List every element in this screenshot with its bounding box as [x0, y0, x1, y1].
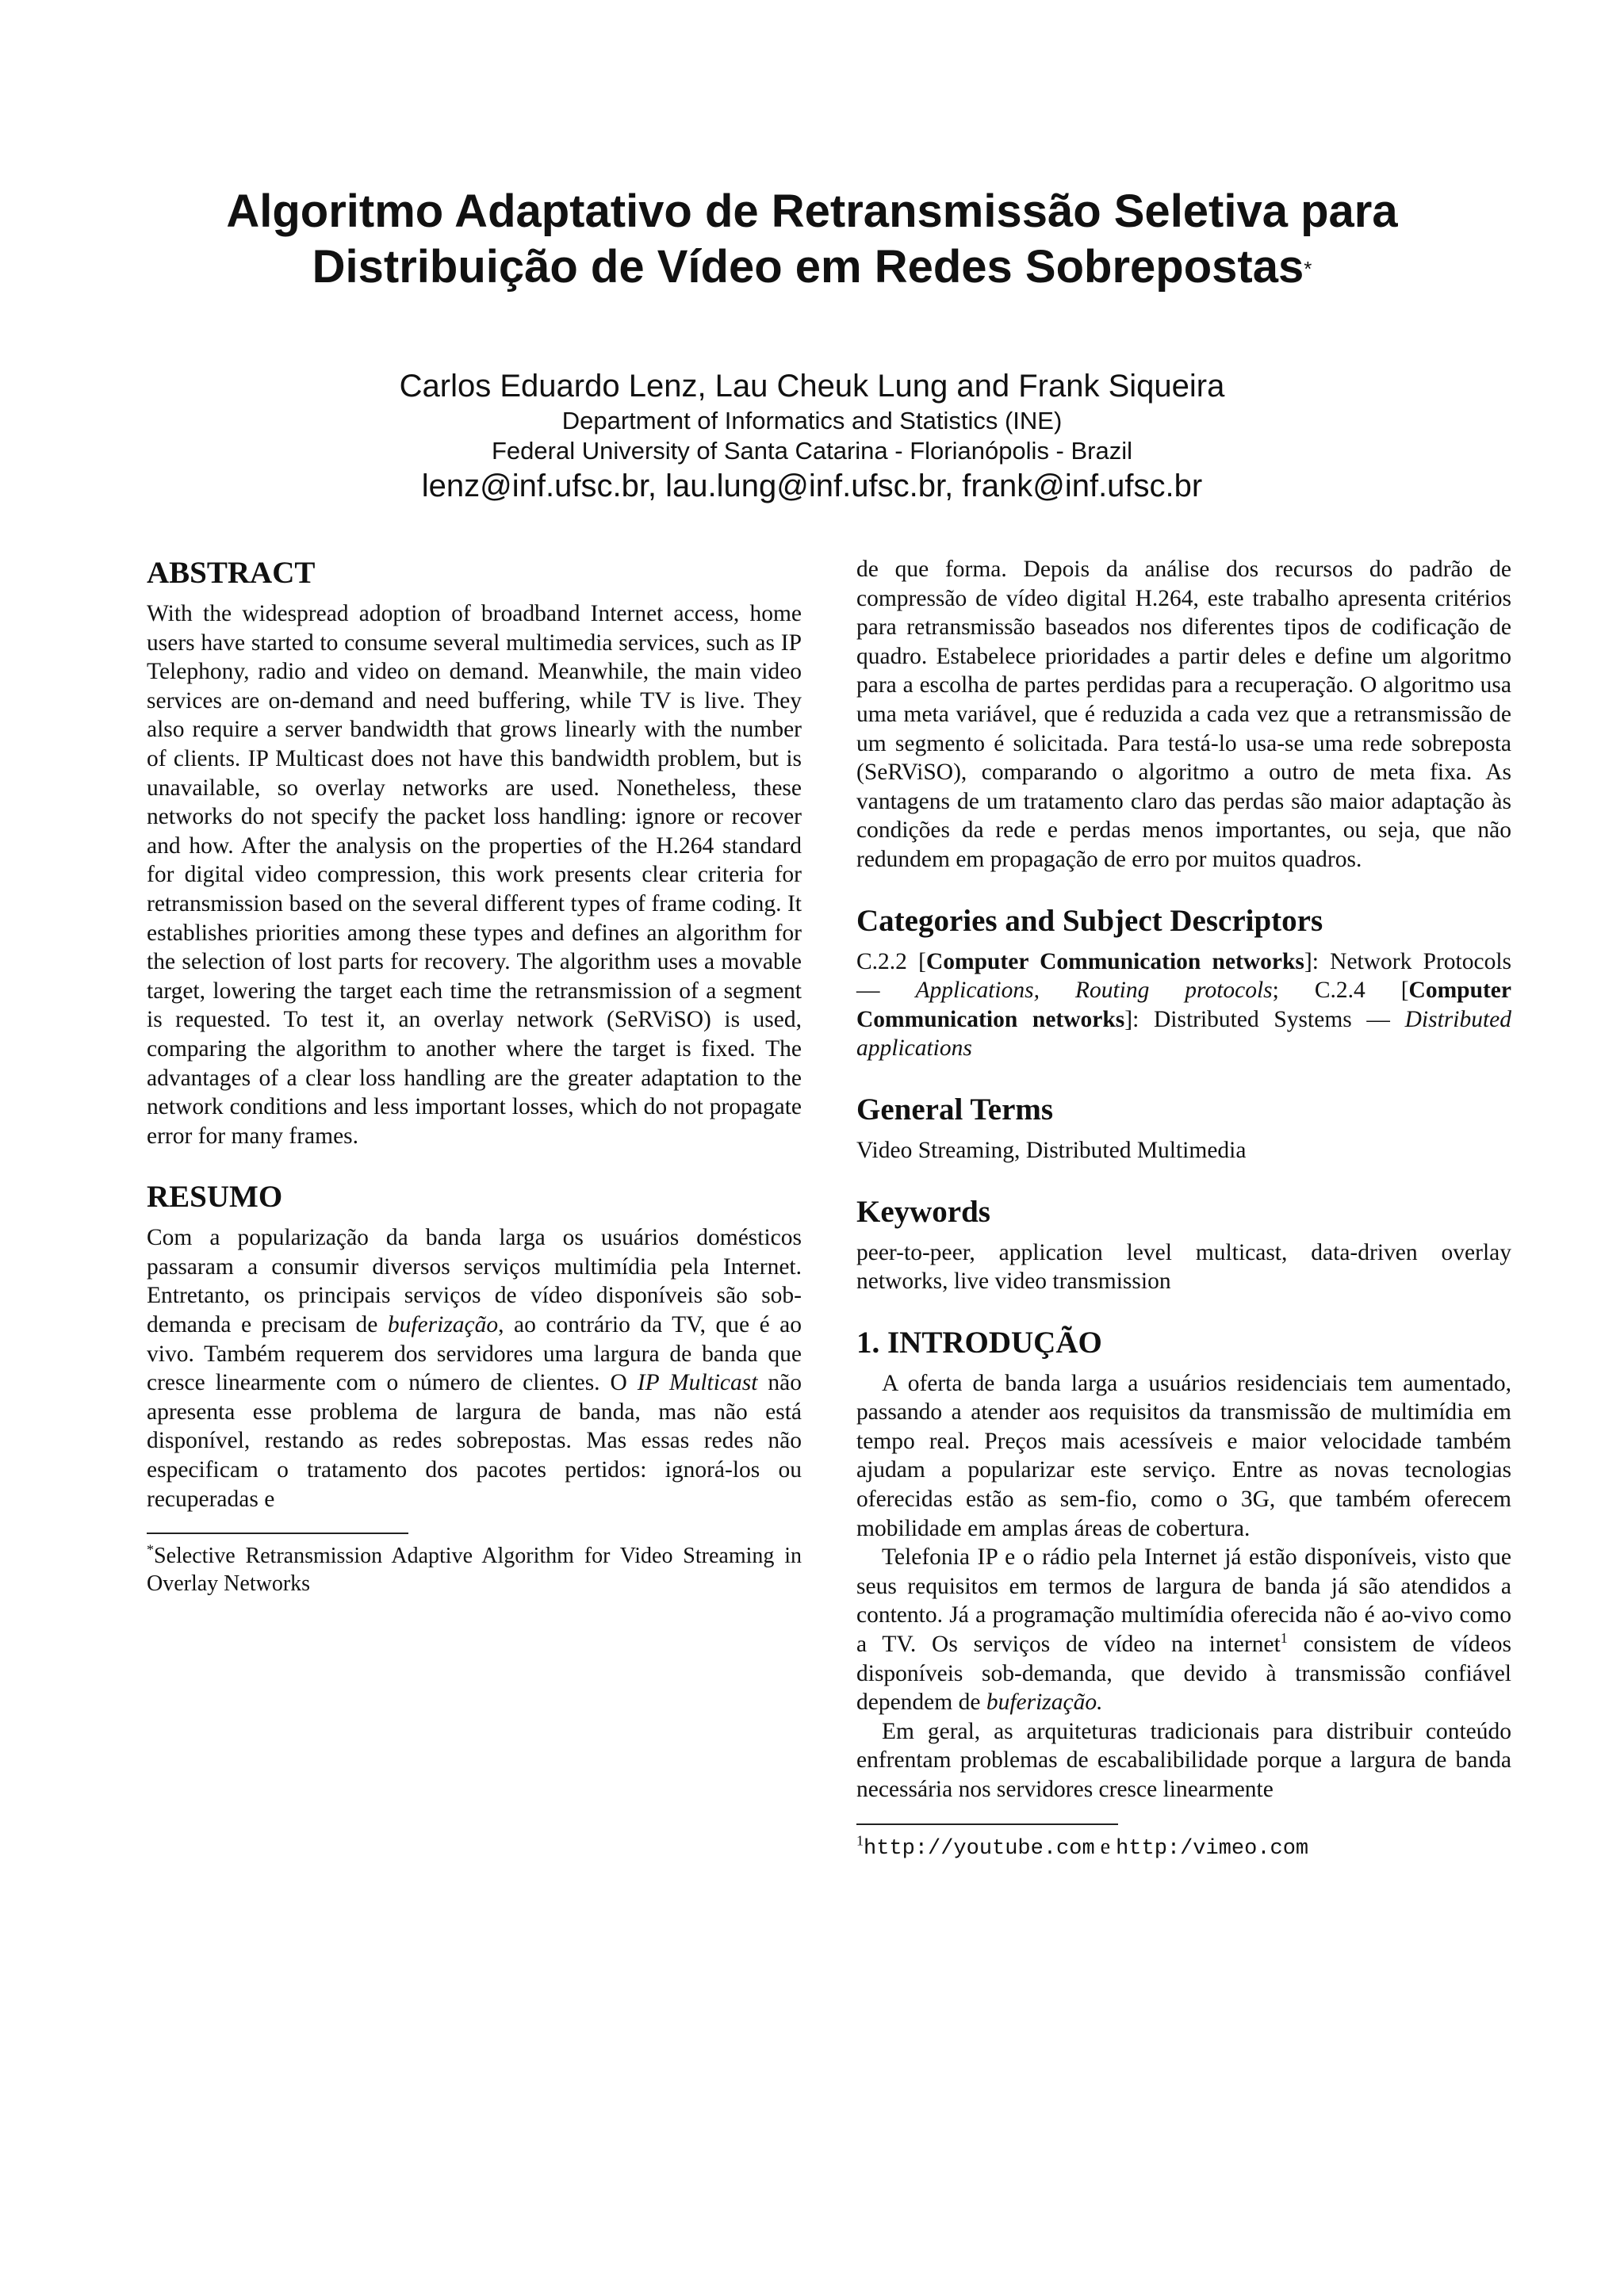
intro-paragraph-2 [856, 1543, 1511, 1717]
title-line-1: Algoritmo Adaptativo de Retransmissão Seletiva para [226, 186, 1398, 237]
categories-heading: Categories and Subject Descriptors [856, 903, 1323, 938]
resumo-emphasis-2: IP Multicast [637, 1370, 758, 1396]
title-footnote-text: Selective Retransmission Adaptive Algorithm for Video Streaming in Overlay Networks [147, 1544, 802, 1597]
department: Department of Informatics and Statistics (INE) [561, 407, 1063, 434]
resumo-part-2: , ao contrário da TV, que é ao vivo. Também requerem dos servidores uma largura de banda que cresce linearmente com o número de clientes. O [147, 1312, 802, 1396]
footnote-rule [147, 1533, 408, 1534]
author-emails: lenz@inf.ufsc.br, lau.lung@inf.ufsc.br, frank@inf.ufsc.br [421, 469, 1203, 503]
cat-bold: Computer Communication networks [925, 948, 1304, 974]
footnote-rule [856, 1823, 1118, 1825]
keywords-heading: Keywords [856, 1194, 990, 1229]
categories-section [856, 903, 1511, 1063]
youtube-link[interactable]: http://youtube.com [864, 1836, 1095, 1861]
intro-paragraph-3: Em geral, as arquiteturas tradicionais para distribuir conteúdo enfrentam problemas de escabalibilidade porque a largura de banda necessária nos servidores cresce linearmente [856, 1718, 1511, 1802]
resumo-text [147, 1223, 802, 1513]
abstract-heading: ABSTRACT [147, 556, 316, 590]
intro-p2-part-2: consistem de vídeos disponíveis sob-demanda, que devido à transmissão confiável dependem de [856, 1632, 1512, 1716]
resumo-emphasis-1: buferização [387, 1312, 499, 1338]
general-terms-section [856, 1092, 1511, 1165]
author-block [0, 366, 1624, 506]
keywords-section [856, 1194, 1511, 1296]
footnote-1 [856, 1833, 1511, 1863]
general-terms-text: Video Streaming, Distributed Multimedia [856, 1137, 1247, 1163]
resumo-heading: RESUMO [147, 1180, 283, 1215]
cat-italic: Distributed applications [856, 1006, 1512, 1062]
footnote-1-mark: 1 [856, 1832, 864, 1849]
categories-text [856, 947, 1511, 1063]
title-line-2: Distribuição de Vídeo em Redes Sobrepostas [312, 241, 1304, 293]
resumo-part-1: Com a popularização da banda larga os usuários domésticos passaram a consumir diversos serviços multimídia pela Internet. Entretanto, os principais serviços de vídeo disponíveis são sob-demanda e precisam de [147, 1225, 802, 1338]
author-names: Carlos Eduardo Lenz, Lau Cheuk Lung and Frank Siqueira [399, 369, 1225, 404]
intro-heading: 1. INTRODUÇÃO [856, 1325, 1102, 1360]
resumo-section [147, 1179, 802, 1513]
left-column [147, 555, 802, 1598]
footnote-1-conj: e [1094, 1834, 1116, 1859]
intro-p2-part-1: Telefonia IP e o rádio pela Internet já estão disponíveis, visto que seus requisitos em termos de largura de banda já são atendidos a contento. Já a programação multimídia oferecida não é ao-vivo como a TV. Os serviços de vídeo na internet [856, 1544, 1511, 1658]
resumo-continued-text: de que forma. Depois da análise dos recursos do padrão de compressão de vídeo digital H.264, este trabalho apresenta critérios para retransmissão baseados nos diferentes tipos de codificação de quadro. Estabelece prioridades a partir deles e define um algoritmo para a escolha de partes perdidas para a recuperação. O algoritmo usa uma meta variável, que é reduzida a cada vez que a retransmissão de um segmento é solicitada. Para testá-lo usa-se uma rede sobreposta (SeRViSO), comparando o algoritmo a outro de meta fixa. As vantagens de um tratamento claro das perdas são maior adaptação às condições da rede e perdas menos importantes, ou seja, que não redundem em propagação de erro por muitos quadros. [856, 557, 1511, 872]
title-footnote-mark: * [1304, 257, 1312, 281]
keywords-text: peer-to-peer, application level multicast, data-driven overlay networks, live video transmission [856, 1239, 1511, 1295]
paper-title [159, 184, 1465, 295]
abstract-text: With the widespread adoption of broadband Internet access, home users have started to consume several multimedia services, such as IP Telephony, radio and video on demand. Meanwhile, the main video services are on-demand and need buffering, while TV is live. They also require a server bandwidth that grows linearly with the number of clients. IP Multicast does not have this bandwidth problem, but is unavailable, so overlay networks are used. Nonetheless, these networks do not specify the packet loss handling: ignore or recover and how. After the analysis on the properties of the H.264 standard for digital video compression, this work presents clear criteria for retransmission based on the several different types of frame coding. It establishes priorities among these types and defines an algorithm for the selection of lost parts for recovery. The algorithm uses a movable target, lowering the target each time the retransmission of a segment is requested. To test it, an overlay network (SeRViSO) is used, comparing the algorithm to another where the target is fixed. The advantages of a clear loss handling are the greater adaptation to the network conditions and less important losses, which do not propagate error for many frames. [147, 601, 802, 1149]
footnote-ref-1: 1 [1280, 1630, 1288, 1647]
resumo-part-3: não apresenta esse problema de largura de banda, mas não está disponível, restando as redes sobrepostas. Mas essas redes não especificam o tratamento dos pacotes pertidos: ignorá-los ou recuperadas e [147, 1370, 802, 1512]
intro-paragraph-1: A oferta de banda larga a usuários residenciais tem aumentado, passando a atender aos requisitos da transmissão de multimídia em tempo real. Preços mais acessíveis e maior velocidade também ajudam a popularizar este serviço. Entre as novas tecnologias oferecidas estão as sem-fio, como o 3G, que também oferecem mobilidade em amplas áreas de cobertura. [856, 1370, 1511, 1541]
intro-section [856, 1325, 1511, 1804]
vimeo-link[interactable]: http:/vimeo.com [1116, 1836, 1309, 1861]
cat-italic: Applications, Routing protocols [915, 978, 1273, 1004]
general-terms-heading: General Terms [856, 1092, 1054, 1127]
cat-part: ; C.2.4 [ [1272, 978, 1409, 1004]
abstract-section [147, 555, 802, 1150]
title-footnote [147, 1542, 802, 1598]
footnote-mark: * [147, 1541, 154, 1558]
resumo-continued [856, 555, 1511, 874]
cat-part: C.2.2 [ [856, 948, 926, 974]
right-column [856, 555, 1511, 1863]
cat-bold: Computer Communication networks [856, 978, 1511, 1032]
university: Federal University of Santa Catarina - Florianópolis - Brazil [491, 437, 1133, 465]
intro-p2-emphasis: buferização. [986, 1689, 1103, 1716]
cat-part: ]: Network Protocols — [856, 948, 1512, 1004]
cat-part: ]: Distributed Systems — [1124, 1006, 1405, 1032]
